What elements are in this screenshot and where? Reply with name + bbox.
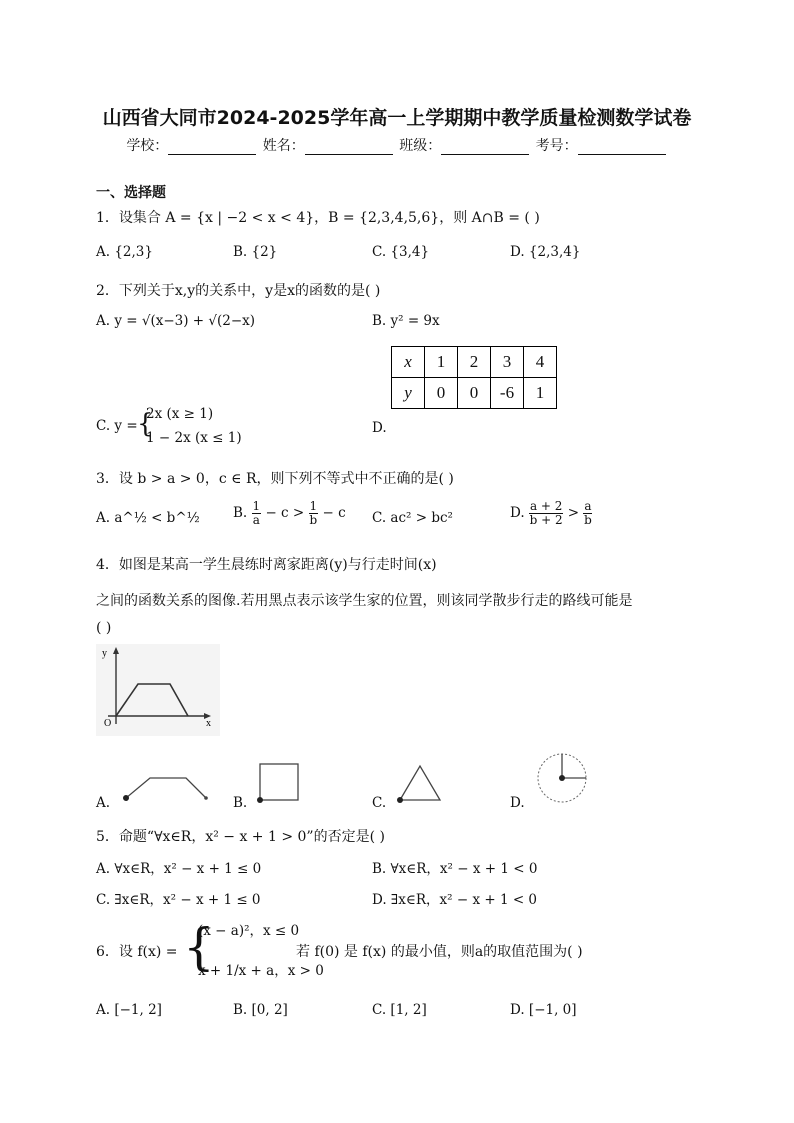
q3-option-d[interactable] — [510, 500, 592, 527]
brace-icon: { — [137, 409, 154, 439]
q4-option-d[interactable]: D. — [510, 795, 525, 811]
home-dot — [257, 797, 263, 803]
q3-option-b-mid: − c > — [265, 505, 305, 521]
number-blank[interactable] — [578, 140, 666, 155]
q6-option-b[interactable]: B. [0, 2] — [233, 1002, 288, 1018]
fraction-1-over-a — [252, 500, 262, 527]
q5-stem: 5．命题“∀x∈R，x² − x + 1 > 0”的否定是( ) — [96, 829, 385, 845]
q3-option-c[interactable]: C. ac² > bc² — [372, 510, 453, 526]
fraction-1-over-b — [309, 500, 319, 527]
route-b-icon — [252, 758, 304, 806]
home-dot — [123, 795, 129, 801]
q2-option-d-label[interactable]: D. — [372, 420, 387, 436]
route-c-path — [400, 766, 440, 800]
page-title: 山西省大同市2024-2025学年高一上学期期中教学质量检测数学试卷 — [102, 107, 692, 129]
q2-option-c-case2: 1 − 2x (x ≤ 1) — [146, 430, 242, 446]
fraction-denominator: b + 2 — [529, 513, 563, 527]
route-d-icon — [532, 750, 592, 808]
q2-function-table — [391, 346, 557, 409]
number-label: 考号： — [535, 138, 578, 154]
q4-option-b[interactable]: B. — [233, 795, 248, 811]
q5-option-c[interactable]: C. ∃x∈R，x² − x + 1 ≤ 0 — [96, 892, 261, 908]
q1-stem: 1．设集合 A = {x | −2 < x < 4}，B = {2,3,4,5,6}，则 A∩B = ( ) — [96, 210, 540, 226]
q2-option-b[interactable]: B. y² = 9x — [372, 313, 440, 329]
q4-stem-line3: ( ) — [96, 620, 112, 636]
q3-option-a[interactable]: A. a^½ < b^½ — [96, 510, 200, 526]
q4-stem-line2: 之间的函数关系的图像.若用黑点表示该学生家的位置，则该同学散步行走的路线可能是 — [96, 593, 633, 609]
table-cell: 0 — [425, 378, 458, 409]
route-b-path — [260, 764, 298, 800]
q1-option-c[interactable]: C. {3,4} — [372, 244, 430, 260]
school-label: 学校： — [126, 138, 169, 154]
q6-case2: x + 1/x + a，x > 0 — [198, 963, 324, 979]
q3-stem: 3．设 b > a > 0，c ∈ R，则下列不等式中不正确的是( ) — [96, 471, 454, 487]
axis-label-x: x — [206, 718, 211, 729]
table-cell: y — [392, 378, 425, 409]
q2-option-c-case1: 2x (x ≥ 1) — [146, 406, 214, 422]
q1-option-d[interactable]: D. {2,3,4} — [510, 244, 581, 260]
brace-icon: { — [183, 918, 215, 976]
origin-label: O — [104, 718, 112, 729]
table-cell: x — [392, 347, 425, 378]
q3-option-b-post: − c — [322, 505, 346, 521]
q6-stem-prefix: 6．设 f(x) = — [96, 944, 178, 960]
q1-option-a[interactable]: A. {2,3} — [96, 244, 153, 260]
table-row-y — [392, 378, 557, 409]
route-a-path — [126, 778, 206, 798]
fraction-numerator: a + 2 — [529, 499, 563, 513]
table-cell: 3 — [491, 347, 524, 378]
fraction-numerator: 1 — [309, 499, 318, 513]
q4-option-a[interactable]: A. — [96, 795, 111, 811]
q3-option-d-label: D. — [510, 505, 525, 521]
q6-option-c[interactable]: C. [1, 2] — [372, 1002, 427, 1018]
route-c-icon — [394, 760, 448, 806]
table-cell: 4 — [524, 347, 557, 378]
q5-option-a[interactable]: A. ∀x∈R，x² − x + 1 ≤ 0 — [96, 861, 262, 877]
q6-option-d[interactable]: D. [−1, 0] — [510, 1002, 577, 1018]
table-cell: 1 — [524, 378, 557, 409]
home-dot — [559, 775, 565, 781]
q3-option-b[interactable] — [233, 500, 346, 527]
section-heading: 一、选择题 — [96, 185, 166, 201]
route-end-dot — [204, 796, 208, 800]
q2-option-c-label[interactable]: C. y = — [96, 418, 138, 434]
fraction-a-over-b — [583, 500, 592, 527]
greater-than-sign: > — [567, 505, 580, 521]
name-label: 姓名： — [262, 138, 305, 154]
table-cell: -6 — [491, 378, 524, 409]
distance-time-graph — [96, 644, 220, 736]
q6-stem-suffix: 若 f(0) 是 f(x) 的最小值，则a的取值范围为( ) — [296, 944, 583, 960]
q4-option-c[interactable]: C. — [372, 795, 387, 811]
fraction-numerator: 1 — [252, 499, 261, 513]
class-blank[interactable] — [441, 140, 529, 155]
table-cell: 0 — [458, 378, 491, 409]
q2-stem: 2．下列关于x,y的关系中，y是x的函数的是( ) — [96, 283, 381, 299]
q6-option-a[interactable]: A. [−1, 2] — [96, 1002, 162, 1018]
fraction-denominator: b — [309, 513, 318, 527]
q4-stem-line1: 4．如图是某高一学生晨练时离家距离(y)与行走时间(x) — [96, 557, 437, 573]
name-blank[interactable] — [305, 140, 393, 155]
fraction-denominator: b — [584, 513, 592, 527]
q3-option-b-label: B. — [233, 505, 248, 521]
table-cell: 2 — [458, 347, 491, 378]
school-blank[interactable] — [168, 140, 256, 155]
class-label: 班级： — [399, 138, 442, 154]
exam-info-line — [0, 135, 794, 155]
q2-option-a[interactable]: A. y = √(x−3) + √(2−x) — [96, 313, 256, 329]
fraction-a2-over-b2 — [529, 500, 563, 527]
q6-case1: (x − a)²，x ≤ 0 — [198, 923, 300, 939]
graph-background — [96, 644, 220, 736]
home-dot — [397, 797, 403, 803]
q5-option-b[interactable]: B. ∀x∈R，x² − x + 1 < 0 — [372, 861, 538, 877]
table-cell: 1 — [425, 347, 458, 378]
axis-label-y: y — [102, 648, 107, 659]
fraction-numerator: a — [584, 499, 592, 513]
fraction-denominator: a — [252, 513, 260, 527]
q5-option-d[interactable]: D. ∃x∈R，x² − x + 1 < 0 — [372, 892, 538, 908]
table-row-x — [392, 347, 557, 378]
q1-option-b[interactable]: B. {2} — [233, 244, 278, 260]
route-a-icon — [118, 766, 210, 806]
